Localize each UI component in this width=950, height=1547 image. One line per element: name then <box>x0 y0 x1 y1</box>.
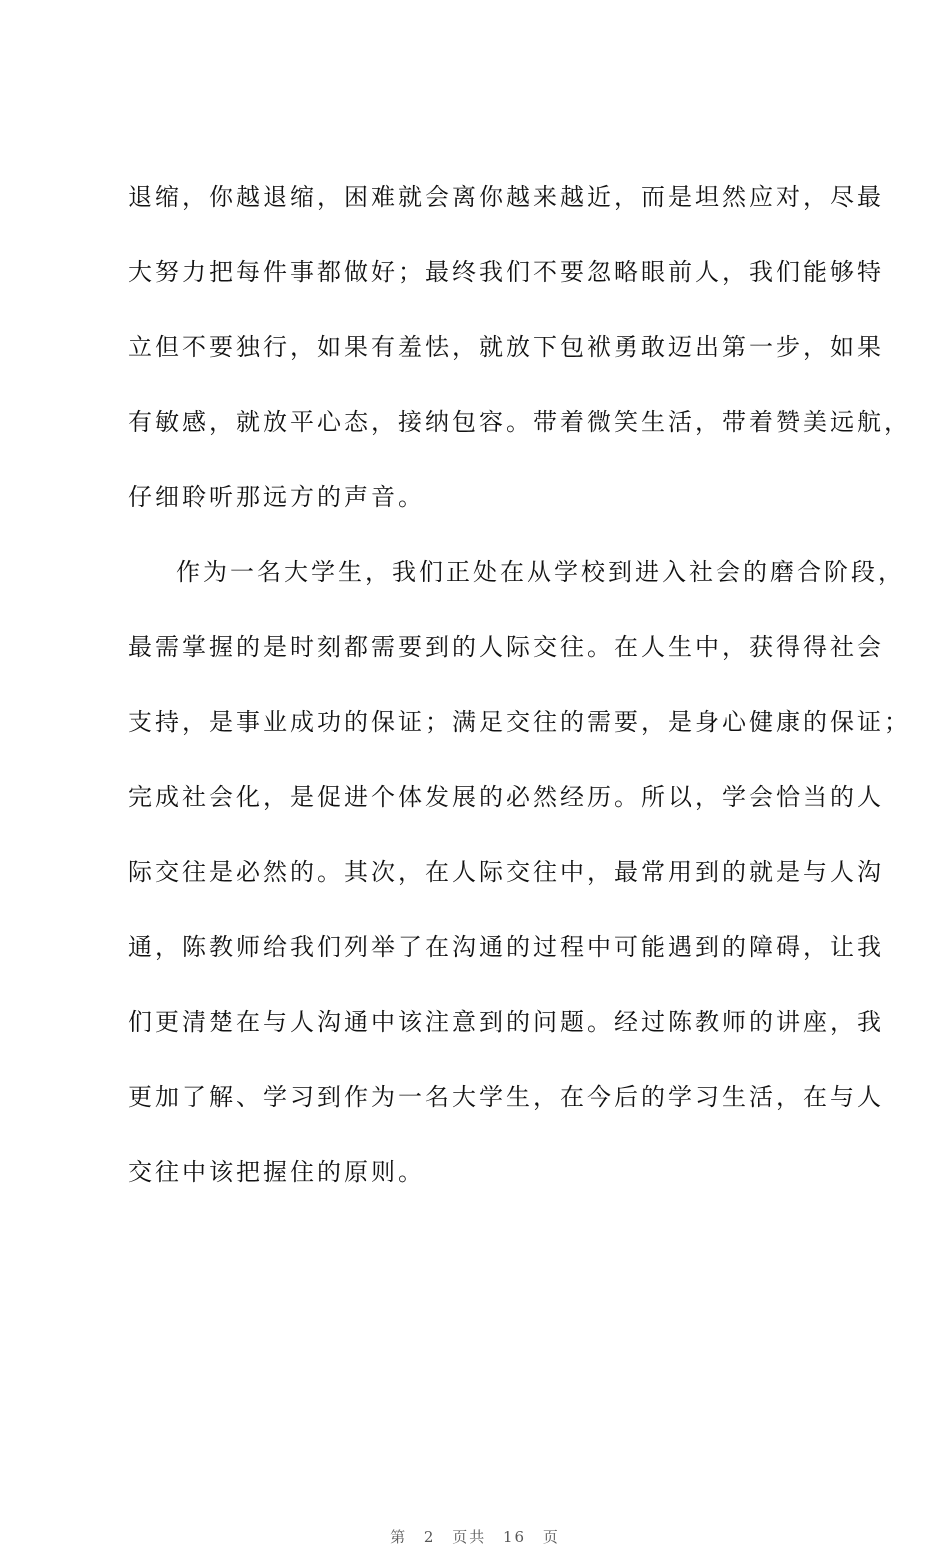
text-line: 交往中该把握住的原则。 <box>128 1158 425 1186</box>
text-line: 仔细聆听那远方的声音。 <box>128 483 425 511</box>
page-number-label: 第 2 页共 16 页 <box>390 1528 560 1546</box>
text-line: 退缩，你越退缩，困难就会离你越来越近，而是坦然应对，尽最 <box>128 183 884 211</box>
paragraph-2 <box>128 535 911 1210</box>
text-line: 支持，是事业成功的保证；满足交往的需要，是身心健康的保证； <box>128 708 911 736</box>
text-line: 们更清楚在与人沟通中该注意到的问题。经过陈教师的讲座，我 <box>128 1008 884 1036</box>
paragraph-1 <box>128 160 911 535</box>
text-line: 通，陈教师给我们列举了在沟通的过程中可能遇到的障碍，让我 <box>128 933 884 961</box>
text-line: 最需掌握的是时刻都需要到的人际交往。在人生中，获得得社会 <box>128 633 884 661</box>
document-body <box>128 160 911 1210</box>
page-footer <box>0 1526 950 1547</box>
text-line: 立但不要独行，如果有羞怯，就放下包袱勇敢迈出第一步，如果 <box>128 333 884 361</box>
text-line: 更加了解、学习到作为一名大学生，在今后的学习生活，在与人 <box>128 1083 884 1111</box>
text-line: 有敏感，就放平心态，接纳包容。带着微笑生活，带着赞美远航， <box>128 408 911 436</box>
text-line: 大努力把每件事都做好；最终我们不要忽略眼前人，我们能够特 <box>128 258 884 286</box>
text-line: 完成社会化，是促进个体发展的必然经历。所以，学会恰当的人 <box>128 783 884 811</box>
text-line: 际交往是必然的。其次，在人际交往中，最常用到的就是与人沟 <box>128 858 884 886</box>
text-line: 作为一名大学生，我们正处在从学校到进入社会的磨合阶段， <box>176 558 905 586</box>
